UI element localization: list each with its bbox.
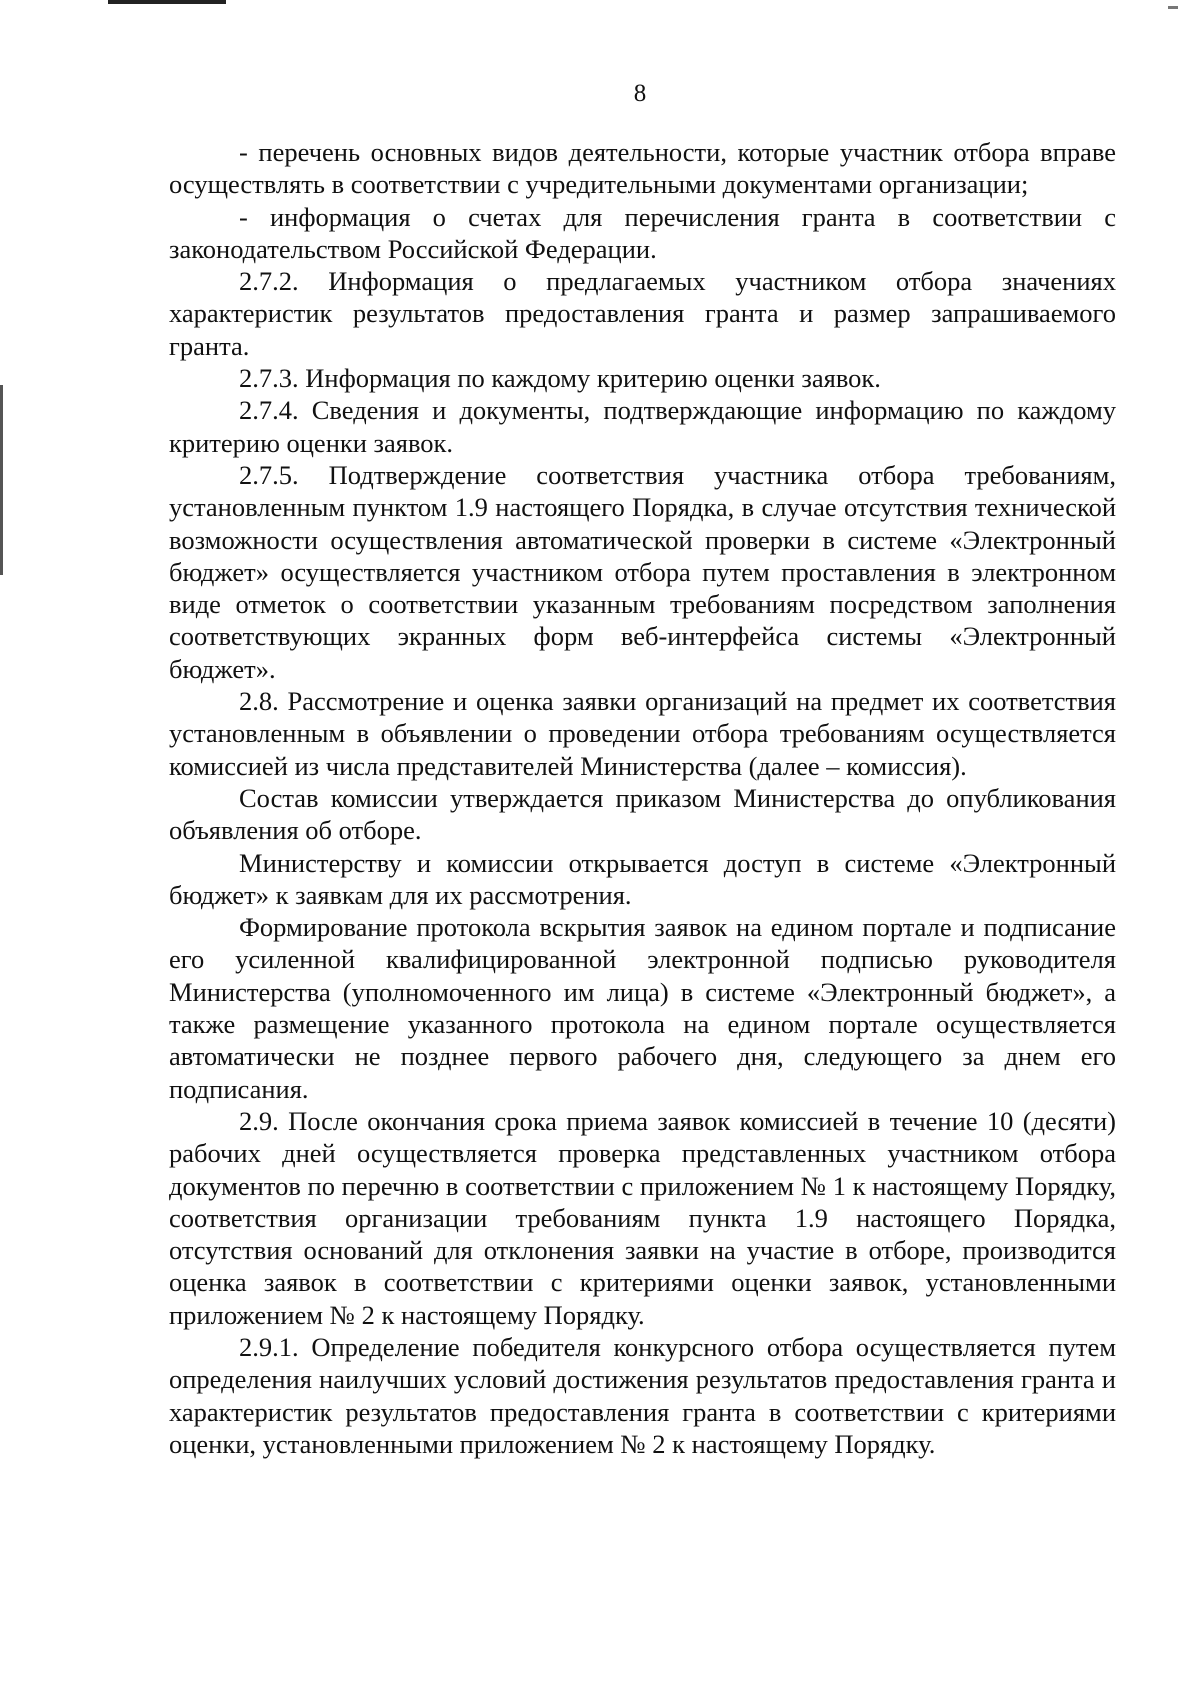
paragraph: 2.8. Рассмотрение и оценка заявки организаций на предмет их соответствия установленным в объявлении о проведении отбора требованиям осуществляется комиссией из числа представителей Министерства (далее – комиссия).: [169, 686, 1116, 781]
paragraph: 2.7.4. Сведения и документы, подтверждающие информацию по каждому критерию оценки заявок.: [169, 395, 1116, 458]
paragraph: - информация о счетах для перечисления гранта в соответствии с законодательством Российской Федерации.: [169, 201, 1116, 264]
scan-edge-mark: [108, 0, 226, 4]
paragraph: 2.9.1. Определение победителя конкурсного отбора осуществляется путем определения наилучших условий достижения результатов предоставления гранта и характеристик результатов предоставления гранта в соответствии с критериями оценки, установленными приложением № 2 к настоящему Порядку.: [169, 1331, 1116, 1459]
scan-edge-mark: [0, 385, 3, 575]
paragraph: - перечень основных видов деятельности, которые участник отбора вправе осуществлять в соответствии с учредительными документами организации;: [169, 137, 1116, 200]
paragraph: Министерству и комиссии открывается доступ в системе «Электронный бюджет» к заявкам для их рассмотрения.: [169, 847, 1116, 910]
page-number: 8: [633, 80, 647, 107]
paragraph: 2.7.2. Информация о предлагаемых участником отбора значениях характеристик результатов предоставления гранта и размер запрашиваемого гранта.: [169, 266, 1116, 361]
scan-edge-mark: [1168, 6, 1178, 9]
paragraph: Состав комиссии утверждается приказом Министерства до опубликования объявления об отборе.: [169, 782, 1116, 846]
paragraph: Формирование протокола вскрытия заявок на едином портале и подписание его усиленной квалифицированной электронной подписью руководителя Министерства (уполномоченного им лица) в системе «Электронный бюджет», а также размещение указанного протокола на едином портале осуществляется автоматически не позднее первого рабочего дня, следующего за днем его подписания.: [169, 912, 1116, 1104]
paragraph: 2.7.5. Подтверждение соответствия участника отбора требованиям, установленным пунктом 1.9 настоящего Порядка, в случае отсутствия технической возможности осуществления автоматической проверки в системе «Электронный бюджет» осуществляется участником отбора путем проставления в электронном виде отметок о соответствии указанным требованиям посредством заполнения соответствующих экранных форм веб-интерфейса системы «Электронный бюджет».: [169, 459, 1116, 684]
paragraph: 2.9. После окончания срока приема заявок комиссией в течение 10 (десяти) рабочих дней осуществляется проверка представленных участником отбора документов по перечню в соответствии с приложением № 1 к настоящему Порядку, соответствия организации требованиям пункта 1.9 настоящего Порядка, отсутствия оснований для отклонения заявки на участие в отборе, производится оценка заявок в соответствии с критериями оценки заявок, установленными приложением № 2 к настоящему Порядку.: [169, 1105, 1116, 1330]
document-body: [169, 136, 1116, 1460]
paragraph: 2.7.3. Информация по каждому критерию оценки заявок.: [239, 363, 881, 394]
